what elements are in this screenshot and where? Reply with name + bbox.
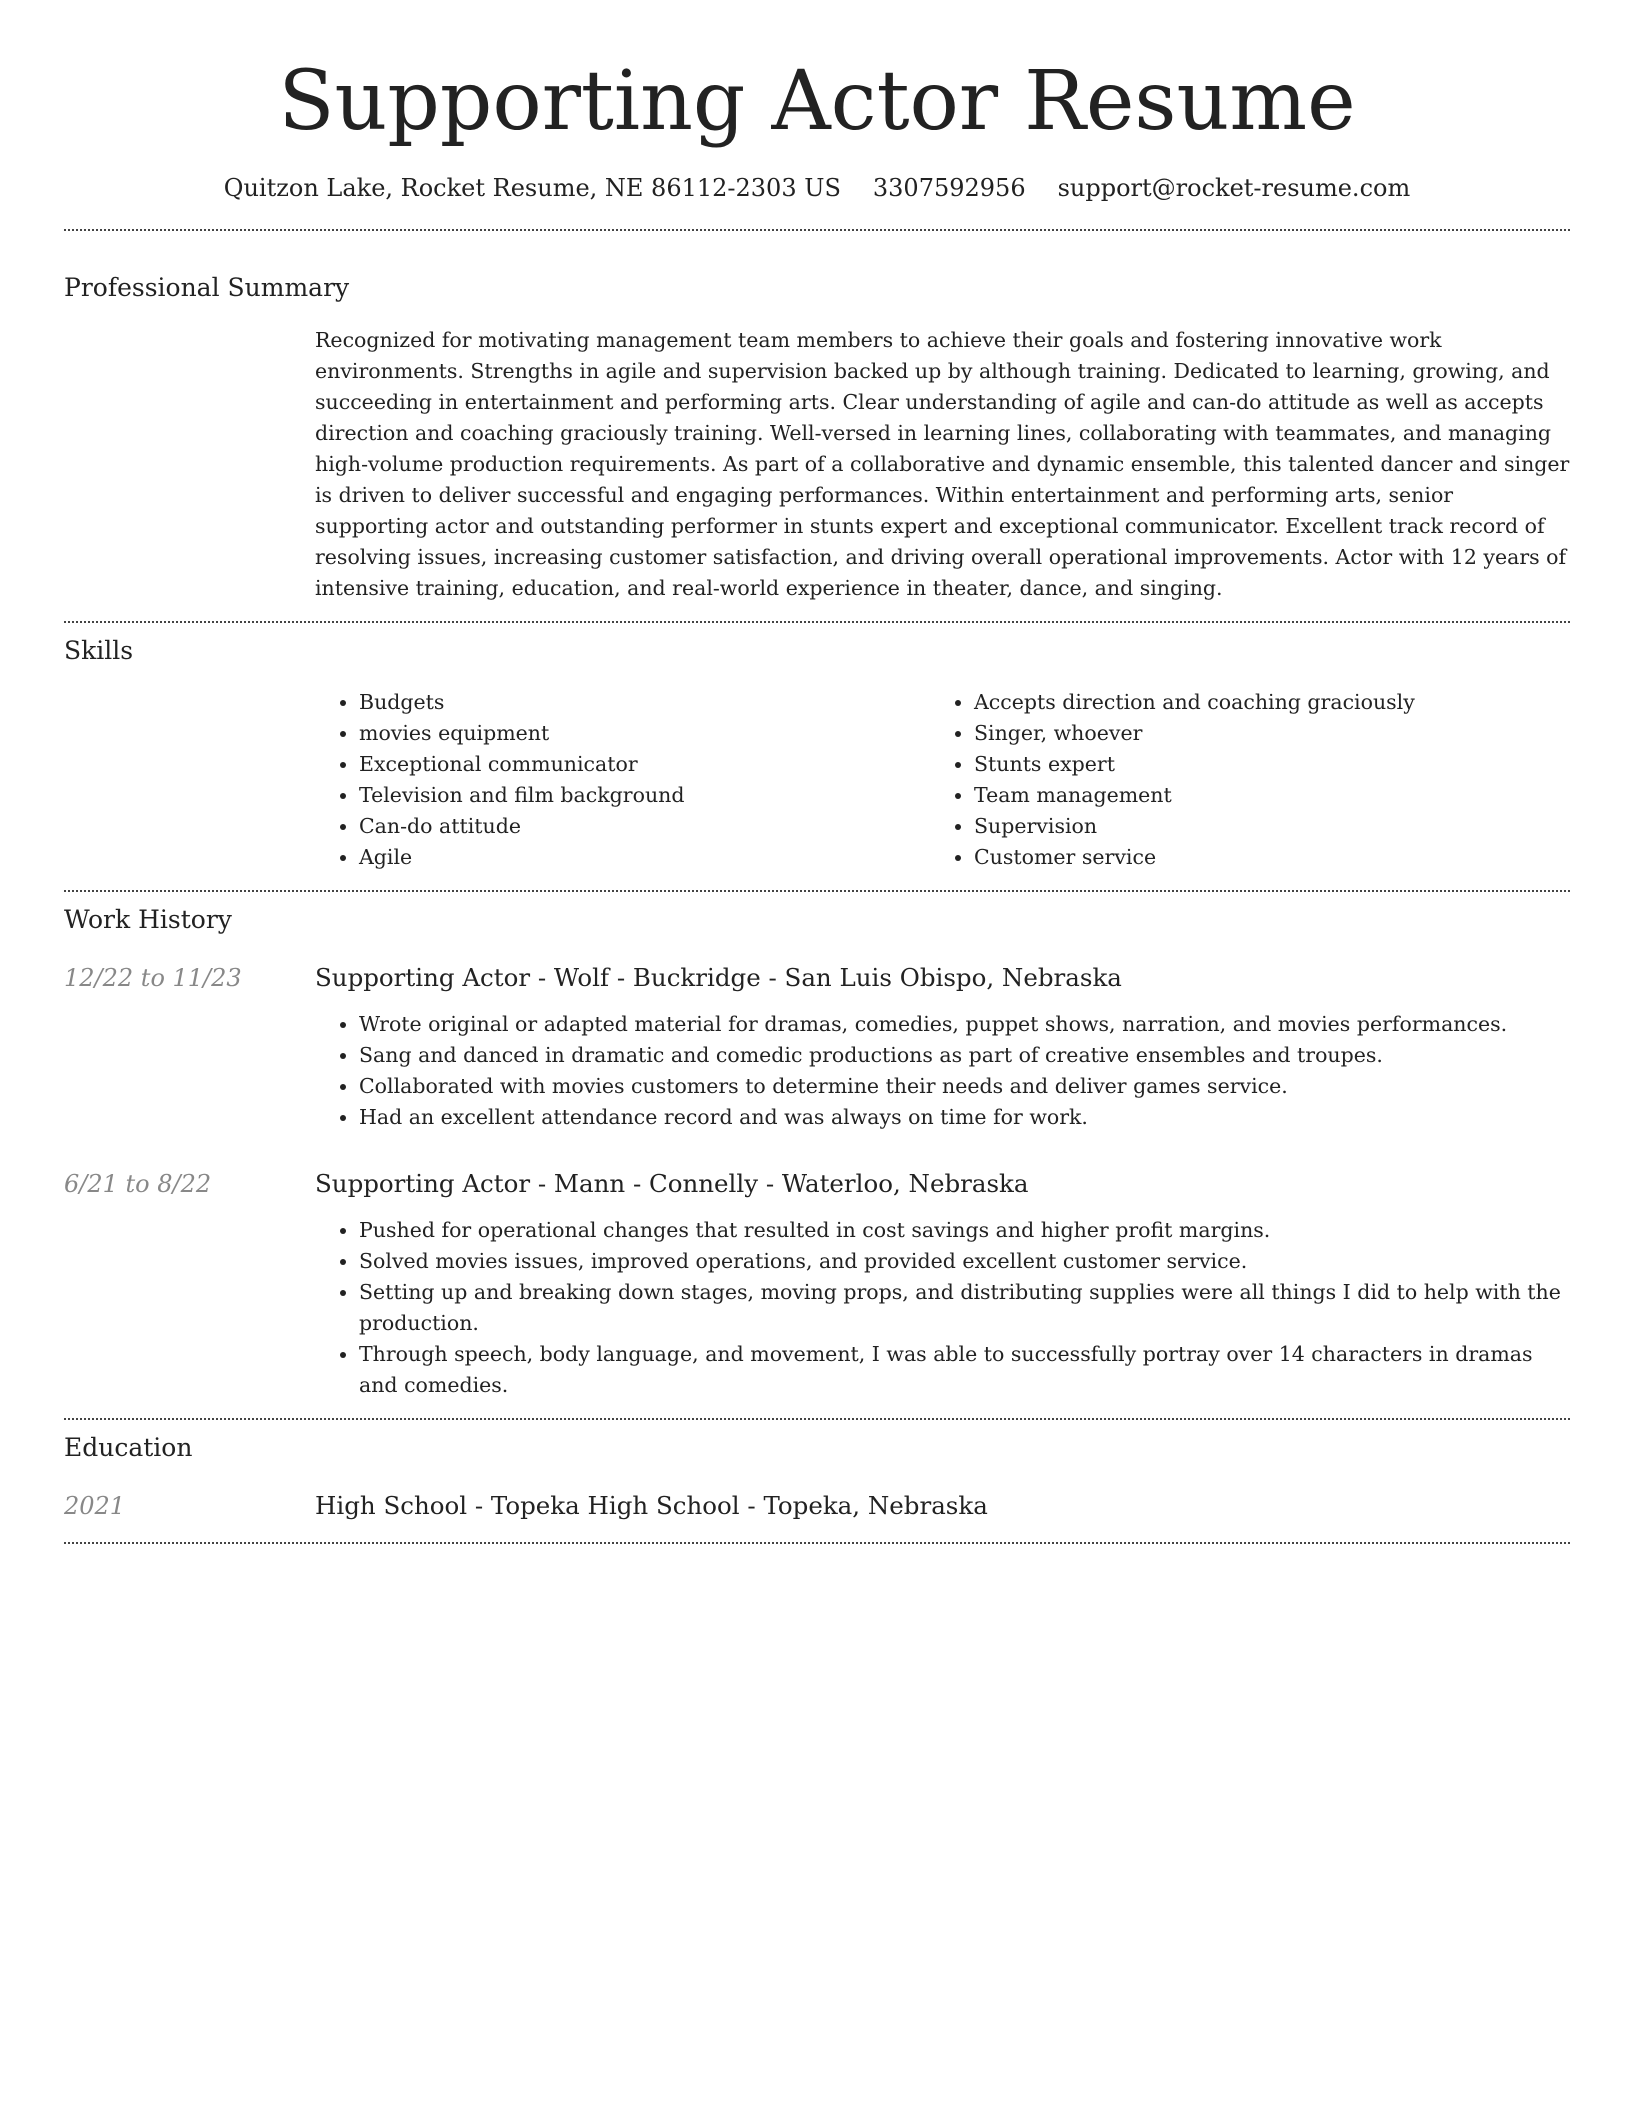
skill-item: • Accepts direction and coaching graciously: [974, 687, 1545, 718]
job-bullet: • Solved movies issues, improved operations, and provided excellent customer service.: [359, 1246, 1570, 1277]
job-title: Supporting Actor - Mann - Connelly - Waterloo, Nebraska: [315, 1169, 1029, 1198]
job-bullet: • Collaborated with movies customers to determine their needs and deliver games service.: [359, 1071, 1570, 1102]
education-title: High School - Topeka High School - Topeka, Nebraska: [315, 1491, 988, 1520]
summary-heading: Professional Summary: [64, 273, 350, 302]
summary-text: Recognized for motivating management team members to achieve their goals and fostering innovative work environments. Strengths in agile and supervision backed up by although training. Dedicated to learning, growing, and succeeding in entertainment and performing arts. Clear understanding of agile and can-do attitude as well as accepts direction and coaching graciously training. Well-versed in learning lines, collaborating with teammates, and managing high-volume production requirements. As part of a collaborative and dynamic ensemble, this talented dancer and singer is driven to deliver successful and engaging performances. Within entertainment and performing arts, senior supporting actor and outstanding performer in stunts expert and exceptional communicator. Excellent track record of resolving issues, increasing customer satisfaction, and driving overall operational improvements. Actor with 12 years of intensive training, education, and real-world experience in theater, dance, and singing.: [315, 328, 1570, 600]
skills-column-left: [315, 687, 930, 873]
section-divider: [64, 621, 1570, 623]
job-bullet: • Sang and danced in dramatic and comedic productions as part of creative ensembles and troupes.: [359, 1040, 1570, 1071]
section-divider: [64, 1542, 1570, 1544]
skills-column-right: [930, 687, 1545, 873]
education-entry: [64, 1490, 1570, 1522]
contact-phone: 3307592956: [872, 174, 1026, 202]
contact-address: Quitzon Lake, Rocket Resume, NE 86112-2303 US: [223, 174, 841, 202]
contact-line: [64, 172, 1570, 204]
job-bullet: • Through speech, body language, and movement, I was able to successfully portray over 14 characters in dramas and comedies.: [359, 1339, 1570, 1401]
job-dates: 6/21 to 8/22: [64, 1170, 212, 1198]
section-divider: [64, 890, 1570, 892]
skill-item: • Team management: [974, 780, 1545, 811]
education-year: 2021: [64, 1492, 126, 1520]
skill-item: • Budgets: [359, 687, 930, 718]
job-entry: [64, 962, 1570, 994]
contact-email[interactable]: support@rocket-resume.com: [1057, 174, 1411, 202]
skill-item: • Customer service: [974, 842, 1545, 873]
skill-item: • Can-do attitude: [359, 811, 930, 842]
job-bullets: [315, 1009, 1570, 1133]
work-heading: Work History: [64, 905, 232, 934]
skills-heading: Skills: [64, 636, 134, 665]
job-bullets: [315, 1215, 1570, 1401]
job-bullet: • Wrote original or adapted material for dramas, comedies, puppet shows, narration, and movies performances.: [359, 1009, 1570, 1040]
education-heading: Education: [64, 1433, 193, 1462]
job-bullet: • Setting up and breaking down stages, moving props, and distributing supplies were all things I did to help with the production.: [359, 1277, 1570, 1339]
job-dates: 12/22 to 11/23: [64, 964, 242, 992]
skill-item: • movies equipment: [359, 718, 930, 749]
skill-item: • Singer, whoever: [974, 718, 1545, 749]
job-bullet: • Pushed for operational changes that resulted in cost savings and higher profit margins.: [359, 1215, 1570, 1246]
job-title: Supporting Actor - Wolf - Buckridge - San Luis Obispo, Nebraska: [315, 963, 1122, 992]
skill-item: • Supervision: [974, 811, 1545, 842]
skill-item: • Agile: [359, 842, 930, 873]
resume-title: Supporting Actor Resume: [278, 54, 1356, 149]
resume-page: [64, 0, 1570, 1544]
skill-item: • Stunts expert: [974, 749, 1545, 780]
job-bullet: • Had an excellent attendance record and was always on time for work.: [359, 1102, 1570, 1133]
section-divider: [64, 229, 1570, 231]
section-divider: [64, 1418, 1570, 1420]
skill-item: • Exceptional communicator: [359, 749, 930, 780]
skill-item: • Television and film background: [359, 780, 930, 811]
skills-list: [315, 687, 1570, 873]
job-entry: [64, 1168, 1570, 1200]
